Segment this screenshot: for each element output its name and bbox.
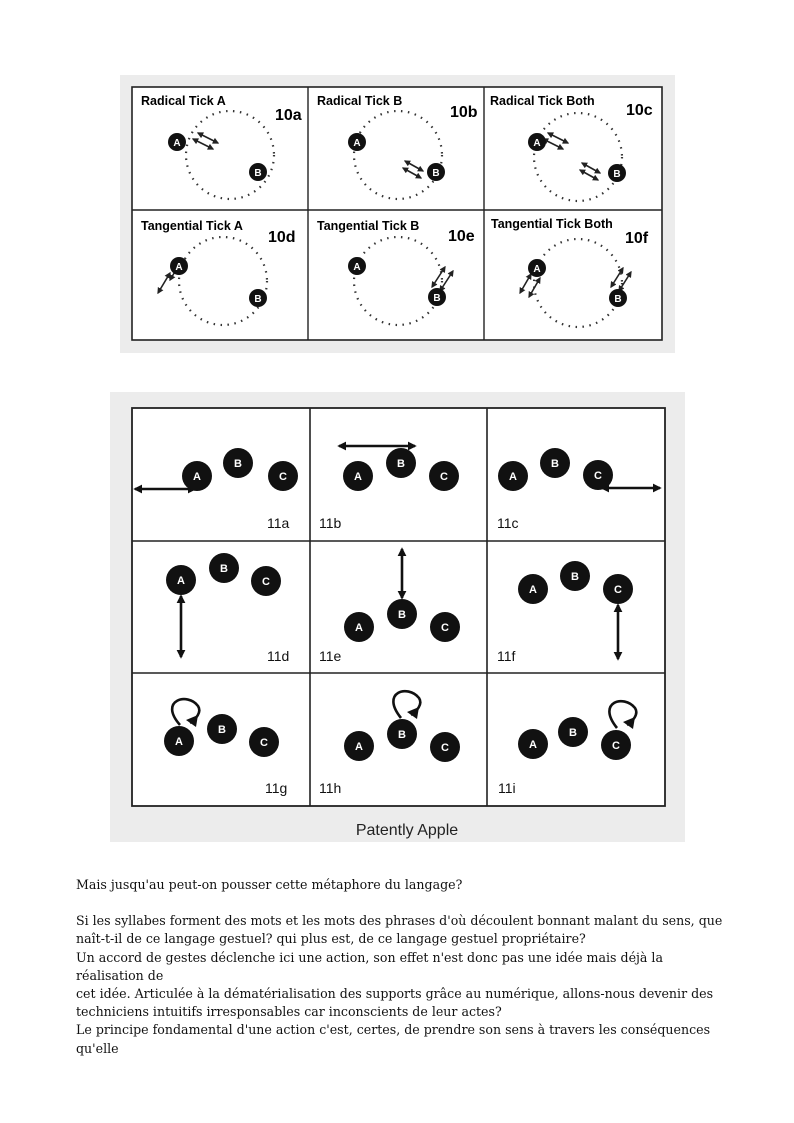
- svg-text:B: B: [398, 609, 406, 621]
- panel-tag: 10b: [450, 104, 478, 121]
- panel-tag: 10f: [625, 230, 649, 247]
- body-text: [76, 876, 726, 1058]
- paragraph-line: Le principe fondamental d'une action c'est, certes, de prendre son sens à travers les conséquences qu'elle: [76, 1022, 711, 1056]
- svg-text:A: A: [533, 138, 541, 149]
- panel-tag: 11i: [498, 780, 516, 796]
- svg-text:B: B: [398, 729, 406, 741]
- svg-text:B: B: [614, 294, 622, 305]
- svg-text:A: A: [193, 471, 201, 483]
- question-line: Mais jusqu'au peut-on pousser cette métaphore du langage?: [76, 877, 463, 892]
- svg-text:B: B: [397, 458, 405, 470]
- svg-text:A: A: [353, 138, 361, 149]
- svg-text:B: B: [220, 563, 228, 575]
- svg-text:C: C: [612, 740, 620, 752]
- svg-text:B: B: [613, 169, 621, 180]
- svg-text:B: B: [254, 294, 262, 305]
- paragraph-line: Si les syllabes forment des mots et les mots des phrases d'où découlent bonnant malant du sens, que: [76, 913, 723, 929]
- panel-tag: 10e: [448, 228, 475, 245]
- svg-text:A: A: [173, 138, 181, 149]
- svg-text:C: C: [262, 576, 270, 588]
- panel-tag: 11d: [267, 648, 290, 664]
- panel-tag: 10d: [268, 229, 296, 246]
- panel-tag: 11e: [319, 648, 342, 664]
- svg-text:A: A: [529, 584, 537, 596]
- svg-text:C: C: [594, 470, 602, 482]
- svg-text:A: A: [353, 262, 361, 273]
- panel-title: Tangential Tick A: [141, 219, 243, 233]
- svg-text:A: A: [175, 736, 183, 748]
- svg-text:A: A: [177, 575, 185, 587]
- svg-text:B: B: [254, 168, 262, 179]
- svg-text:C: C: [441, 622, 449, 634]
- panel-title: Tangential Tick Both: [491, 217, 613, 231]
- svg-text:B: B: [569, 727, 577, 739]
- panel-title: Tangential Tick B: [317, 219, 420, 233]
- svg-text:B: B: [432, 168, 440, 179]
- svg-text:A: A: [355, 622, 363, 634]
- paragraph-line: techniciens intuitifs irresponsables car inconscients de leur actes?: [76, 1004, 502, 1020]
- figure-10-tick-gestures: [120, 75, 675, 353]
- paragraph-line: Un accord de gestes déclenche ici une action, son effet n'est donc pas une idée mais déjà la réalisation de: [76, 949, 663, 983]
- svg-text:B: B: [433, 293, 441, 304]
- panel-tag: 11g: [265, 780, 288, 796]
- svg-text:A: A: [175, 262, 183, 273]
- svg-text:B: B: [551, 458, 559, 470]
- panel-title: Radical Tick A: [141, 94, 226, 108]
- svg-text:B: B: [218, 724, 226, 736]
- panel-title: Radical Tick Both: [490, 94, 595, 108]
- figure-credit: Patently Apple: [355, 822, 459, 839]
- paragraph-line: cet idée. Articulée à la dématérialisation des supports grâce au numérique, allons-nous devenir des: [76, 986, 714, 1002]
- panel-tag: 11f: [497, 648, 516, 664]
- svg-text:C: C: [614, 584, 622, 596]
- svg-text:C: C: [441, 742, 449, 754]
- svg-text:A: A: [509, 471, 517, 483]
- svg-text:A: A: [533, 264, 541, 275]
- panel-tag: 11c: [497, 515, 519, 531]
- panel-tag: 11h: [319, 780, 342, 796]
- svg-text:A: A: [529, 739, 537, 751]
- panel-tag: 11a: [267, 515, 290, 531]
- svg-text:C: C: [260, 737, 268, 749]
- svg-text:C: C: [440, 471, 448, 483]
- panel-tag: 10a: [275, 107, 302, 124]
- svg-text:A: A: [354, 471, 362, 483]
- panel-tag: 11b: [319, 515, 342, 531]
- figure-11-three-node-gestures: [110, 392, 685, 842]
- svg-text:B: B: [234, 458, 242, 470]
- panel-tag: 10c: [626, 102, 653, 119]
- svg-text:A: A: [355, 741, 363, 753]
- svg-text:C: C: [279, 471, 287, 483]
- panel-title: Radical Tick B: [317, 94, 403, 108]
- paragraph-line: naît-t-il de ce langage gestuel? qui plus est, de ce langage gestuel propriétaire?: [76, 931, 586, 947]
- svg-text:B: B: [571, 571, 579, 583]
